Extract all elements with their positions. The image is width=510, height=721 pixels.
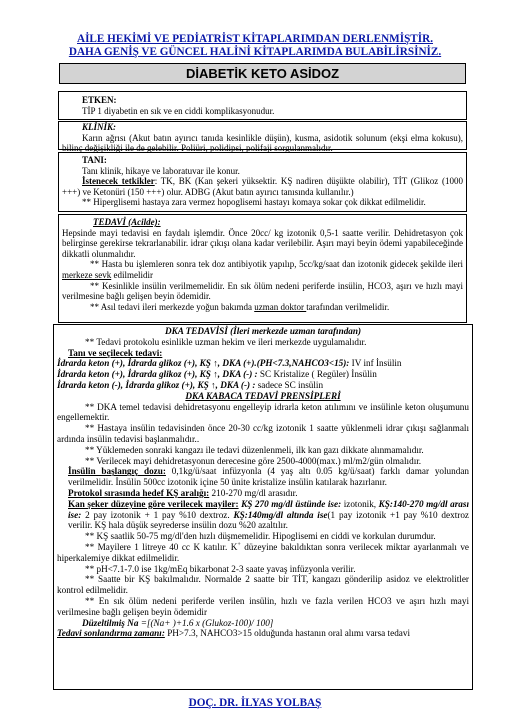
dka-protocol: ** Tedavi protokolu esinlikle uzman hekim ve ileri merkezde uygulamalıdır. — [85, 336, 367, 347]
end-label: Tedavi sonlandırma zamanı: — [57, 628, 165, 639]
insulin-label: İnsülin başlangıç dozu: — [68, 466, 166, 477]
kan-label: Kan şeker düzeyine göre verilecek mayiler: — [68, 498, 239, 509]
acil-sevk: merkeze sevk — [62, 269, 112, 280]
dka-choice-label: Tanı ve seçilecek tedavi: — [68, 347, 163, 358]
acil-p4 — [59, 302, 466, 313]
dka-choice-2 — [54, 369, 472, 380]
klinik-label: KLİNİK: — [82, 122, 117, 132]
na-text: =[(Na+ )+1.6 x (Glukoz-100)/ 100] — [138, 617, 274, 628]
etken-label: ETKEN: — [82, 95, 117, 105]
tani-label: TANI: — [82, 155, 107, 165]
header-line-2: DAHA GENİŞ VE GÜNCEL HALİNİ KİTAPLARIMDA BULABİLİRSİNİZ. — [68, 46, 442, 58]
acil-section — [58, 214, 467, 323]
tani-note: ** Hiperglisemi hastaya zara vermez hopoglisemi hastayı komaya sokar çok dikkat edilmelidir. — [82, 197, 426, 208]
dka-insulin — [54, 466, 472, 488]
klinik-section — [58, 121, 467, 154]
choice-1-cond: İdrarda keton (+), İdrarda glikoz (+), KŞ ↑, DKA (+).(PH<7.3,NAHCO3<15): — [57, 358, 350, 369]
end-text: PH>7.3, NAHCO3>15 olduğunda hastanın oral alımı varsa tedavi — [164, 628, 411, 639]
dka-target — [54, 488, 472, 499]
acil-p2c: edilmelidir — [111, 269, 153, 280]
etken-section — [58, 91, 467, 120]
dka-pr4: ** Verilecek mayi dehidretasyonun derecesine göre 2500-4000(max.) ml/m2/gün olmalıdır. — [85, 455, 422, 466]
acil-p2 — [59, 259, 466, 280]
na-label: Düzeltilmiş Na — [82, 617, 139, 628]
author-footer: DOÇ. DR. İLYAS YOLBAŞ — [188, 697, 322, 709]
page-title: DİABETİK KETO ASİDOZ — [59, 63, 466, 84]
dka-pr3: ** Yüklemeden sonraki kangazı ile tedavi düzenlenmeli, ilk kan gazı dikkate alınmamalıdır. — [85, 444, 424, 455]
acil-p4c: tarafından verilmelidir. — [306, 301, 390, 312]
choice-1-treat: IV inf İnsülin — [349, 358, 402, 369]
tani-tests — [59, 176, 466, 197]
dka-heading: DKA TEDAVİSİ (İleri merkezde uzman tarafından) — [164, 326, 362, 336]
klinik-text: Karın ağrısı (Akut batın ayırıcı tanıda kesinlikle düşün), kusma, asidotik solunum (ekşi elma kokusu), bilinç değişikliği ile de gelebilir. Poliüri, polidipsi, polifaji sorgulanmalıdır. — [62, 132, 463, 154]
kan-c: KŞ:140-270 mg/dl arası ise: — [68, 498, 469, 520]
choice-3-treat: sadece SC insülin — [255, 379, 324, 390]
tani-section — [58, 152, 467, 212]
dka-pr1: ** DKA temel tedavisi dehidretasyonu engelleyip idrarla keton atılımını ve insülinle keton oluşumunu engellemektir. — [57, 401, 469, 423]
dka-pr8: ** Saatte bir KŞ bakılmalıdır. Normalde 2 saatte bir TİT, kangazı gönderilip asidoz ve elektrolitler kontrol edilmelidir. — [57, 574, 469, 596]
dka-choice-1 — [54, 358, 472, 369]
insulin-text: 0,1kg/ü/saat infüzyonla (4 yaş altı 0.05 kg/ü/saat) farklı damar yolundan verilmelidir. İnsülin 500cc izotonik içine 50 ünite kristalize insülin katılarak hazırlanır. — [68, 466, 470, 488]
etken-text: TİP 1 diyabetin en sık ve en ciddi komplikasyonudur. — [82, 105, 275, 116]
acil-p4a: ** Asıl tedavi ileri merkezde yoğun bakımda — [90, 301, 255, 312]
kan-b: izotonik, — [341, 498, 379, 509]
dka-pr2: ** Hastaya insülin tedavisinden önce 20-30 cc/kg izotonik 1 saatte yüklenmeli idrar çıkışı sağlanmalı ardında insülin tedavisi başlanmalıdır.. — [57, 423, 469, 444]
dka-kan — [54, 499, 472, 531]
dka-pr5: ** KŞ saatlik 50-75 mg/dl'den hızlı düşmemelidir. Hipoglisemi en ciddi ve korkulan durumdur. — [85, 531, 436, 542]
choice-2-treat: SC Kristalize ( Regüler) İnsülin — [257, 369, 377, 380]
acil-label: TEDAVİ (Acilde): — [93, 217, 161, 227]
pr6-sup: + — [237, 541, 241, 548]
acil-p3: ** Kesinlikle insülin verilmemelidir. En sık ölüm nedeni periferde insülin, HCO3, aşırı ve hızlı mayi verilmesine bağlı gelişen beyin ödemidir. — [62, 280, 463, 302]
pr6-b: düzeyine bakıldıktan sonra verilecek miktar ayarlanmalı ve hiperkalemiye dikkat edilmelidir. — [57, 541, 469, 563]
target-text: 210-270 mg/dl arasıdır. — [209, 487, 298, 498]
acil-p1: Hepsinde mayi tedavisi en faydalı işlemdir. Önce 20cc/ kg izotonik 0,5-1 saatte verilir. Dehidretasyon çok belirginse gerekirse tekrarlanabilir. idrar çıkışı olana kadar verilebilir. Aşırı mayi beyin ödemi yapabileceğinde dikkatli olunmalıdır. — [62, 227, 463, 259]
dka-principles-heading: DKA KABACA TEDAVİ PRENSİPLERİ — [185, 390, 341, 401]
target-label: Protokol sırasında hedef KŞ aralığı: — [68, 487, 210, 498]
dka-choice-3 — [54, 380, 472, 391]
acil-p2a: ** Hasta bu işlemleren sonra tek doz antibiyotik yapılıp, 5cc/kg/saat dan izotonik gidecek şekilde ileri — [90, 259, 463, 270]
acil-uzman: uzman doktor — [254, 301, 307, 312]
kan-d: 2 pay izotonik + 1 pay %10 dextroz. — [81, 509, 234, 520]
dka-pr7: ** pH<7.1-7.0 ise 1kg/mEq bikarbonat 2-3 saate yavaş infüzyonla verilir. — [85, 563, 356, 574]
dka-section — [53, 324, 473, 690]
kan-e: KŞ:140mg/dl altında ise — [233, 509, 328, 520]
kan-a: KŞ 270 mg/dl üstünde ise: — [238, 498, 342, 509]
pr6-a: ** Mayilere 1 litreye 40 cc K katılır. K — [85, 541, 238, 552]
tests-text: : TK, BK (Kan şekeri yüksektir. KŞ nadiren düşükte olabilir), TİT (Glikoz (1000 +++) ve Ketonüri (150 +++) olur. ADBG (Akut batın ayırıcı tanısında kullanılır.) — [62, 176, 464, 197]
tests-label: İstenecek tetkikler — [82, 176, 155, 187]
tani-line1: Tanı klinik, hikaye ve laboratuvar ile konur. — [82, 165, 240, 176]
choice-2-cond: İdrarda keton (+), İdrarda glikoz (+), KŞ ↑, DKA (-) : — [57, 369, 258, 380]
choice-3-cond: İdrarda keton (-), İdrarda glikoz (+), KŞ ↑, DKA (-) : — [57, 379, 256, 390]
header-line-1: AİLE HEKİMİ VE PEDİATRİST KİTAPLARIMDAN DERLENMİŞTİR. — [77, 33, 433, 45]
dka-end — [54, 628, 472, 639]
dka-pr9: ** En sık ölüm nedeni periferde verilen insülin, hızlı ve fazla verilen HCO3 ve aşırı hızlı mayi verilmesine bağlı gelişen beyin ödemidir — [57, 595, 469, 617]
dka-na — [54, 618, 472, 629]
dka-pr6 — [54, 542, 472, 564]
kan-f: (1 pay izotonik +1 pay %10 dextroz verilir. KŞ hala düşük seyrederse insülin dozu %20 azaltılır. — [68, 509, 469, 531]
